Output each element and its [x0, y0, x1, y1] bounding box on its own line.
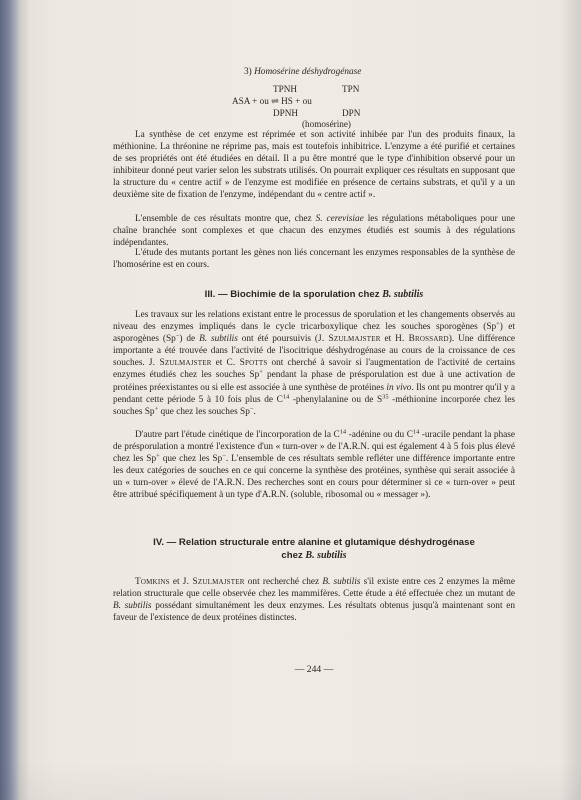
author-name: Tomkins: [135, 577, 170, 587]
text-run: et: [380, 334, 396, 345]
superscript: +: [156, 452, 160, 460]
superscript: −: [222, 452, 226, 460]
author-name: J. Szulmajster: [148, 358, 212, 369]
species-name: B. subtilis: [199, 334, 238, 345]
paragraph-mutant-study: L'étude des mutants portant les gènes non liés concernant les enzymes responsables de la synthèse de l'homosérine est en cours.: [113, 248, 515, 271]
text-run: . L'ensemble de ces résultats semble refléter une différence importante entre les deux catégories de souches en ce qui concerne la synthèse des protéines, synthèse qui serait associée à un « turn-over » élevé de l'A.R.N. Des recherches sont en cours pour déterminer si ce « turn-over » peut être attribué spécifiquement à un type d'A.R.N. (soluble, ribosomal ou « messager »).: [113, 454, 516, 501]
species-name: B. subtilis: [322, 577, 361, 587]
text-run: ont été poursuivis (: [237, 334, 319, 345]
equation-tpnh: TPNH: [273, 84, 297, 94]
subheading-homoserine: [244, 66, 361, 78]
paragraph-rna-turnover: [113, 429, 515, 502]
text-run: pendant la phase de présporulation est due à une activation de protéines préexistantes ou si elle est associée à une synthèse de protéines: [113, 370, 515, 393]
species-name: B. subtilis: [113, 601, 152, 612]
text-run: ) de: [179, 334, 200, 345]
paragraph-structural-relation: [113, 576, 515, 624]
text-run: et: [169, 577, 183, 587]
heading-species: B. subtilis: [305, 549, 347, 561]
section-heading-alanine-glutamique: [113, 537, 515, 562]
author-name: J. Szulmajster: [182, 577, 245, 587]
section-heading-sporulation: [113, 289, 515, 302]
equation-main: ASA + ou ⇌ HS + ou: [232, 96, 312, 106]
subheading-number: 3): [244, 67, 252, 77]
text-run: .: [253, 406, 256, 417]
heading-line: IV. — Relation structurale entre alanine et glutamique déshydrogénase: [153, 537, 475, 548]
text-run: ont recherché chez: [244, 577, 323, 587]
text-run: que chez les souches Sp: [158, 406, 250, 417]
paragraph-enzyme-synthesis: La synthèse de cet enzyme est réprimée et son activité inhibée par l'un des produits finaux, la méthionine. La thréonine ne réprime pas, mais est toutefois inhibitrice. L'enzyme a été purifié et certaines de ses propriétés ont été étudiées en détail. Il a pu être montré que le type d'inhibition observé pour un inhibiteur donné peut varier selon les substrats utilisés. On pourrait expliquer ces résultats en supposant que la structure du « centre actif » de l'enzyme est modifiée en présence de certains substrats, et qu'il y a un deuxième site de fixation de l'enzyme, indépendant du « centre actif ».: [113, 130, 515, 201]
author-name: J. Szulmajster: [318, 334, 381, 345]
author-name: C. Spotts: [226, 358, 268, 369]
text-run: -uracile pendant la phase de présporulation a montré l'existence d'un « turn-over » de l'A.R.N. qui est également 4 à 5 fois plus élevé chez les Sp: [113, 430, 515, 465]
text-run: -méthionine incorporée chez les souches Sp: [113, 394, 515, 417]
heading-text: chez: [281, 549, 306, 561]
text-run: et: [211, 358, 227, 369]
latin-term: in vivo: [386, 382, 412, 393]
text-run: ) et asporogènes (Sp: [113, 322, 515, 345]
superscript: +: [496, 320, 500, 328]
equation-dpn: DPN: [342, 108, 361, 118]
superscript: 35: [382, 393, 389, 401]
text-run: les régulations métaboliques pour une chaîne branchée sont complexes et que chacun des enzymes étudiés est soumis à des régulations indépendantes.: [113, 214, 515, 249]
text-run: s'il existe entre ces 2 enzymes la même relation structurale que celle observée chez les mammifères. Cette étude a été effectuée chez un mutant de: [113, 577, 516, 600]
equation-tpn: TPN: [342, 84, 360, 94]
superscript: +: [154, 405, 159, 413]
heading-species: B. subtilis: [382, 289, 424, 300]
text-run: possédant simultanément les deux enzymes. Les résultats obtenus jusqu'à maintenant sont en faveur de l'existence de deux protéines distinctes.: [113, 601, 515, 624]
text-run: -phenylalanine ou de S: [289, 394, 383, 405]
text-run: que chez les Sp: [159, 454, 223, 465]
paragraph-sporulation-enzymes: [113, 309, 515, 418]
page-number: — 244 —: [294, 664, 334, 675]
text-run: L'ensemble de ces résultats montre que, chez: [135, 214, 316, 224]
text-run: D'autre part l'étude cinétique de l'incorporation de la C: [135, 430, 340, 440]
superscript: +: [259, 368, 263, 376]
equation-note: (homosérine): [302, 119, 351, 129]
heading-text: III. — Biochimie de la sporulation chez: [204, 289, 383, 300]
superscript: −: [249, 405, 254, 413]
superscript: −: [175, 332, 180, 340]
subheading-title: Homosérine déshydrogénase: [254, 67, 362, 77]
superscript: 14: [339, 428, 347, 436]
text-run: Les travaux sur les relations existant entre le processus de sporulation et les changements observés au niveau des enzymes impliqués dans le cycle tricarboxylique chez les souches sporogènes (Sp: [113, 310, 515, 333]
text-run: ont cherché à savoir si l'augmentation de l'activité de certains enzymes étudiés chez les souches Sp: [113, 358, 515, 381]
text-run: ). Une différence importante a été trouvée dans l'activité de l'isocitrique déshydrogénase au cours de la croissance de ces souches.: [113, 334, 515, 369]
superscript: 14: [282, 393, 290, 401]
text-run: . Ils ont pu montrer qu'il y a pendant cette période 5 à 10 fois plus de C: [113, 382, 515, 405]
text-run: -adénine ou du C: [346, 430, 413, 440]
paragraph-regulation-summary: [113, 213, 515, 249]
superscript: 14: [412, 428, 420, 436]
equation-dpnh: DPNH: [273, 108, 299, 118]
species-name: S. cerevisiae: [315, 214, 364, 224]
author-name: H. Brossard: [395, 334, 449, 345]
